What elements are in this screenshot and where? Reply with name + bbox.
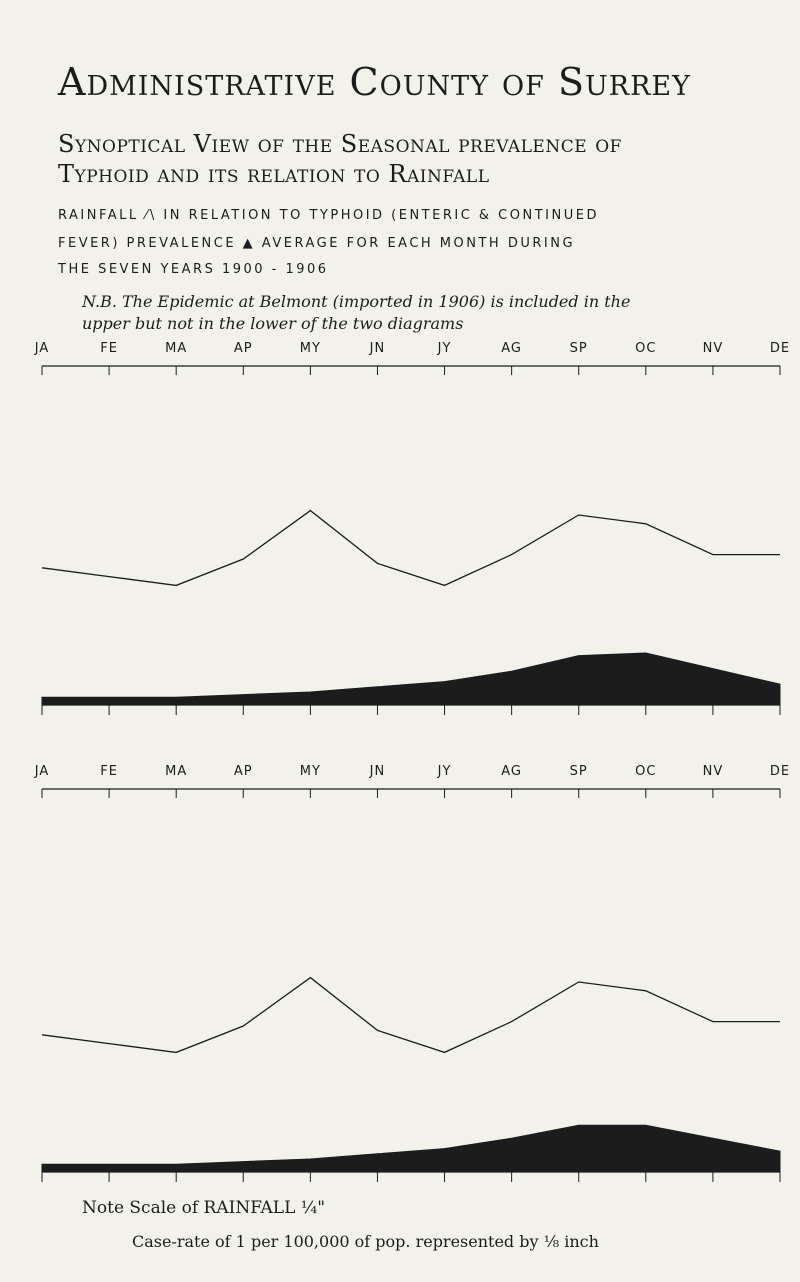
month-label-jy: JY	[437, 341, 452, 356]
footnote-case-rate: Case-rate of 1 per 100,000 of pop. represented by ⅛ inch	[132, 1232, 599, 1251]
subtitle-line-2: Typhoid and its relation to Rainfall	[58, 160, 490, 188]
footnote-scale: Note Scale of RAINFALL ¼"	[82, 1198, 326, 1218]
note-line-1: N.B. The Epidemic at Belmont (imported in 1906) is included in the	[82, 292, 631, 311]
month-label-sp: SP	[569, 764, 588, 779]
month-label-de: DE	[769, 764, 791, 779]
month-label-fe: FE	[100, 341, 118, 356]
month-label-oc: OC	[635, 764, 657, 779]
month-label-jn: JN	[369, 764, 386, 779]
month-label-ja: JA	[34, 764, 50, 779]
legend-line-2: FEVER) PREVALENCE ▲ AVERAGE FOR EACH MONTH DURING	[58, 236, 576, 251]
legend-line-1: RAINFALL ⁄\ IN RELATION TO TYPHOID (ENTERIC & CONTINUED	[58, 208, 599, 223]
month-label-jy: JY	[437, 764, 452, 779]
typhoid-area	[42, 653, 780, 705]
month-label-ag: AG	[501, 764, 523, 779]
month-label-ap: AP	[233, 341, 253, 356]
rainfall-line	[42, 978, 780, 1053]
note-line-2: upper but not in the lower of the two diagrams	[82, 314, 464, 333]
subtitle-line-1: Synoptical View of the Seasonal prevalence of	[58, 130, 622, 158]
month-label-oc: OC	[635, 341, 657, 356]
typhoid-area	[42, 1125, 780, 1172]
legend-line-3: THE SEVEN YEARS 1900 - 1906	[58, 262, 329, 277]
month-label-my: MY	[299, 341, 321, 356]
month-label-fe: FE	[100, 764, 118, 779]
rainfall-line	[42, 511, 780, 586]
month-label-jn: JN	[369, 341, 386, 356]
month-label-sp: SP	[569, 341, 588, 356]
month-label-ag: AG	[501, 341, 523, 356]
page-title: Administrative County of Surrey	[58, 60, 691, 104]
month-label-ja: JA	[34, 341, 50, 356]
month-label-de: DE	[769, 341, 791, 356]
month-label-nv: NV	[702, 764, 724, 779]
month-label-nv: NV	[702, 341, 724, 356]
month-label-ma: MA	[165, 341, 188, 356]
month-label-ma: MA	[165, 764, 188, 779]
month-label-ap: AP	[233, 764, 253, 779]
month-label-my: MY	[299, 764, 321, 779]
